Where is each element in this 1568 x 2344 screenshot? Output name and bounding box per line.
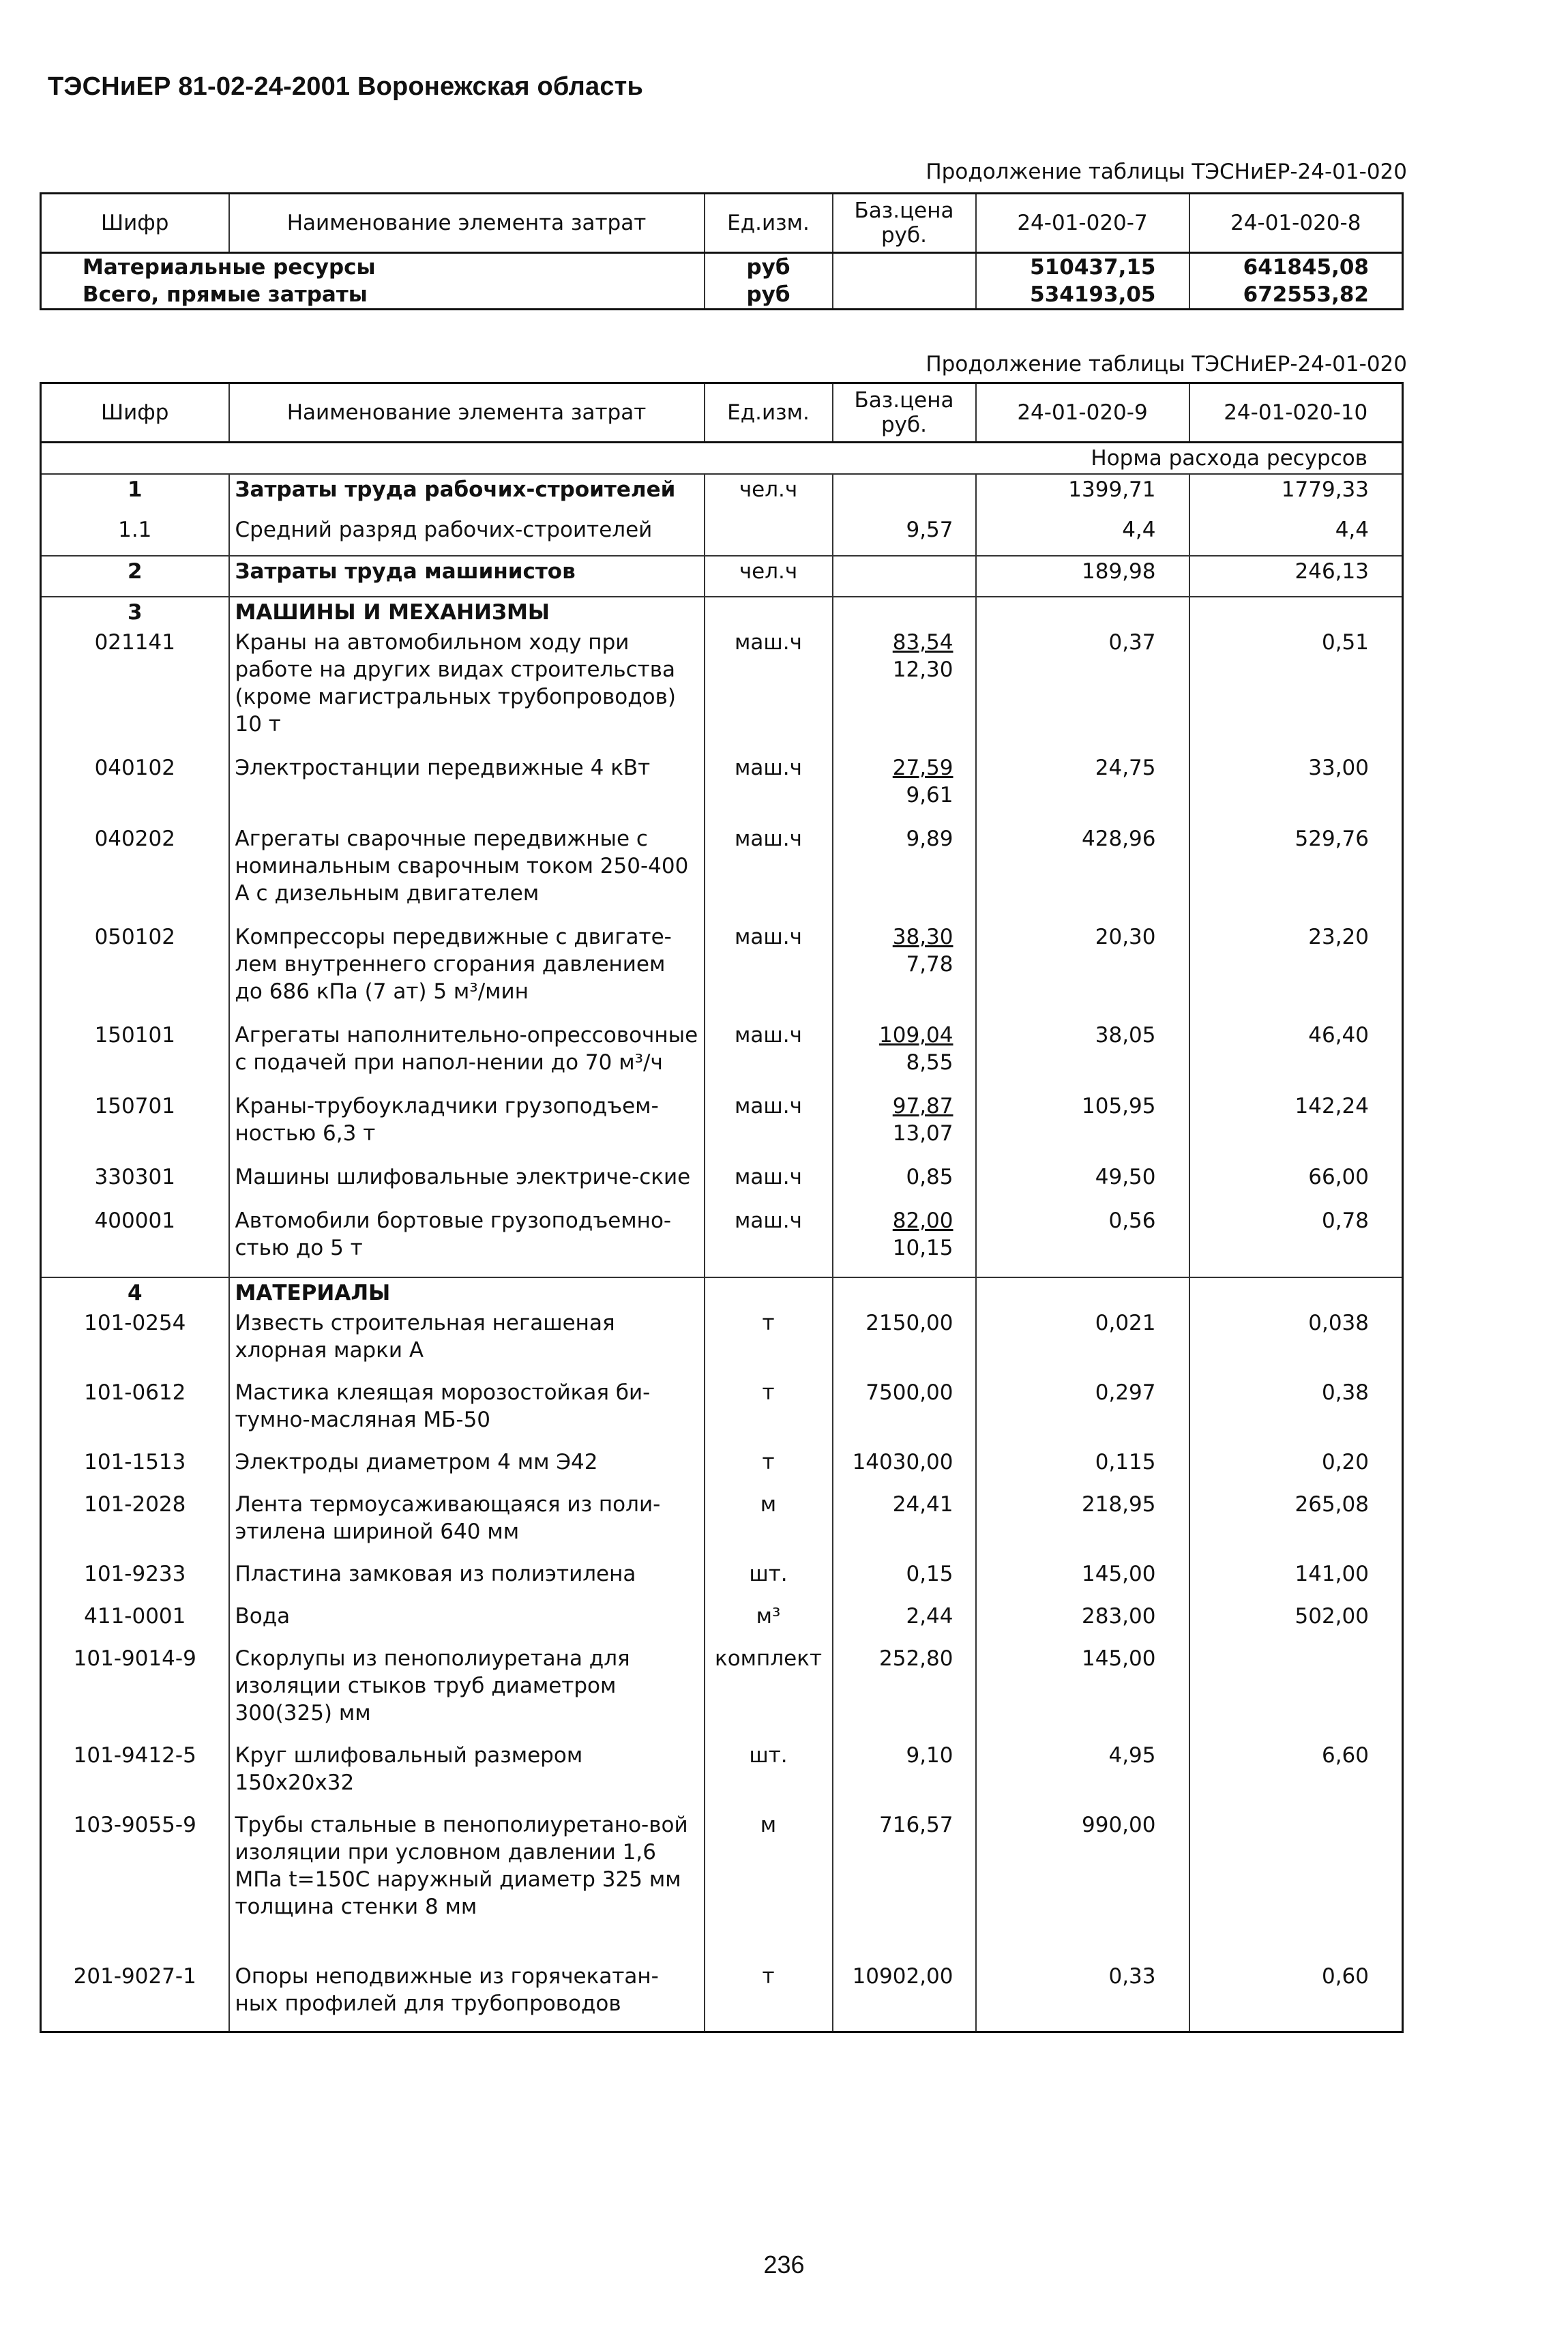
machines-section	[41, 597, 1403, 1277]
resource-unit: маш.ч	[705, 753, 833, 824]
empty-cell	[705, 597, 833, 627]
norm-value-2: 46,40	[1189, 1020, 1403, 1091]
resource-name: Компрессоры передвижные с двигате-лем внутреннего сгорания давлением до 686 кПа (7 ат) 5 м³/мин	[229, 922, 705, 1020]
labor-row	[41, 556, 1403, 597]
resource-code: 330301	[41, 1162, 229, 1206]
norm-value-1: 4,95	[976, 1740, 1189, 1810]
norm-value-2: 246,13	[1189, 556, 1403, 597]
labor-row	[41, 474, 1403, 515]
document-title: ТЭСНиЕР 81-02-24-2001 Воронежская область	[48, 72, 644, 101]
resource-price	[833, 627, 976, 753]
resource-unit: чел.ч	[705, 474, 833, 515]
resource-price: 7500,00	[833, 1378, 976, 1447]
header-col-1: 24-01-020-7	[976, 194, 1189, 253]
resource-code: 103-9055-9	[41, 1810, 229, 1961]
material-row	[41, 1740, 1403, 1810]
norm-value-1: 0,297	[976, 1378, 1189, 1447]
norma-row	[41, 443, 1403, 475]
header-col-1: 24-01-020-9	[976, 383, 1189, 443]
norm-value-1: 145,00	[976, 1559, 1189, 1601]
resource-price: 0,15	[833, 1559, 976, 1601]
empty-cell	[833, 597, 976, 627]
resource-name: Вода	[229, 1601, 705, 1644]
norm-value-2: 23,20	[1189, 922, 1403, 1020]
continuation-label-1: Продолжение таблицы ТЭСНиЕР-24-01-020	[926, 160, 1407, 184]
norm-value-1: 49,50	[976, 1162, 1189, 1206]
norm-value-2: 0,20	[1189, 1447, 1403, 1489]
total-price	[833, 281, 976, 310]
resource-price: 2150,00	[833, 1308, 976, 1378]
norm-value-1: 145,00	[976, 1644, 1189, 1740]
material-row	[41, 1601, 1403, 1644]
labor-row	[41, 515, 1403, 556]
resource-unit: т	[705, 1308, 833, 1378]
header-code: Шифр	[41, 383, 229, 443]
resource-name: Краны на автомобильном ходу при работе на других видах строительства (кроме магистральных трубопроводов) 10 т	[229, 627, 705, 753]
norm-value-1: 189,98	[976, 556, 1189, 597]
price-value-underlined: 109,04	[879, 1023, 953, 1048]
header-name: Наименование элемента затрат	[229, 194, 705, 253]
norm-value-1: 0,115	[976, 1447, 1189, 1489]
resource-price-2: 8,55	[906, 1050, 953, 1075]
norm-value-2: 142,24	[1189, 1091, 1403, 1162]
resource-code: 101-9233	[41, 1559, 229, 1601]
norm-value-2: 0,78	[1189, 1206, 1403, 1277]
norm-value-1: 0,33	[976, 1961, 1189, 2032]
total-row	[41, 281, 1403, 310]
machines-section-header	[41, 597, 1403, 627]
norm-value-1: 283,00	[976, 1601, 1189, 1644]
resource-norms-table	[40, 382, 1404, 2033]
total-value-2: 672553,82	[1189, 281, 1403, 310]
header-unit: Ед.изм.	[705, 383, 833, 443]
norm-value-1: 24,75	[976, 753, 1189, 824]
resource-name: Электростанции передвижные 4 кВт	[229, 753, 705, 824]
resource-code: 201-9027-1	[41, 1961, 229, 2032]
resource-name: Известь строительная негашеная хлорная марки А	[229, 1308, 705, 1378]
material-row	[41, 1378, 1403, 1447]
resource-name: Агрегаты сварочные передвижные с номинальным сварочным током 250-400 А с дизельным двигателем	[229, 824, 705, 922]
header-col-2: 24-01-020-8	[1189, 194, 1403, 253]
resource-price	[833, 922, 976, 1020]
resource-unit: м³	[705, 1601, 833, 1644]
resource-price	[833, 1020, 976, 1091]
norma-label: Норма расхода ресурсов	[41, 443, 1403, 475]
total-value-1: 534193,05	[976, 281, 1189, 310]
norm-value-1: 38,05	[976, 1020, 1189, 1091]
price-value-underlined: 83,54	[892, 630, 953, 655]
material-row	[41, 1489, 1403, 1559]
resource-price	[833, 474, 976, 515]
resource-code: 1.1	[41, 515, 229, 556]
norm-value-2: 141,00	[1189, 1559, 1403, 1601]
total-label: Всего, прямые затраты	[41, 281, 705, 310]
resource-price-2: 7,78	[906, 952, 953, 977]
material-row	[41, 1644, 1403, 1740]
resource-code: 050102	[41, 922, 229, 1020]
resource-price: 252,80	[833, 1644, 976, 1740]
resource-price: 14030,00	[833, 1447, 976, 1489]
price-value-underlined: 82,00	[892, 1208, 953, 1233]
machine-row	[41, 824, 1403, 922]
machine-row	[41, 1091, 1403, 1162]
resource-unit: т	[705, 1447, 833, 1489]
materials-section-header	[41, 1277, 1403, 1308]
section-code: 4	[41, 1277, 229, 1308]
norm-value-1: 4,4	[976, 515, 1189, 556]
resource-name: Средний разряд рабочих-строителей	[229, 515, 705, 556]
material-row	[41, 1308, 1403, 1378]
total-label: Материальные ресурсы	[41, 253, 705, 282]
norm-value-2: 0,038	[1189, 1308, 1403, 1378]
resource-price: 9,10	[833, 1740, 976, 1810]
resource-name: Опоры неподвижные из горячекатан-ных профилей для трубопроводов	[229, 1961, 705, 2032]
resource-price-2: 10,15	[892, 1236, 953, 1260]
resource-code: 411-0001	[41, 1601, 229, 1644]
resource-price: 0,85	[833, 1162, 976, 1206]
labor-section	[41, 474, 1403, 597]
resource-unit: т	[705, 1378, 833, 1447]
price-value-underlined: 97,87	[892, 1094, 953, 1118]
header-col-2: 24-01-020-10	[1189, 383, 1403, 443]
resource-price	[833, 753, 976, 824]
resource-unit: шт.	[705, 1559, 833, 1601]
resource-price	[833, 1091, 976, 1162]
resource-price: 9,89	[833, 824, 976, 922]
total-price	[833, 253, 976, 282]
resource-code: 150701	[41, 1091, 229, 1162]
continuation-label-2: Продолжение таблицы ТЭСНиЕР-24-01-020	[926, 352, 1407, 376]
resource-unit: маш.ч	[705, 824, 833, 922]
resource-code: 150101	[41, 1020, 229, 1091]
material-row	[41, 1961, 1403, 2032]
resource-price-2: 13,07	[892, 1121, 953, 1146]
total-unit: руб	[705, 281, 833, 310]
resource-name: Мастика клеящая морозостойкая би-тумно-масляная МБ-50	[229, 1378, 705, 1447]
material-row	[41, 1559, 1403, 1601]
resource-unit: шт.	[705, 1740, 833, 1810]
section-title: МАТЕРИАЛЫ	[229, 1277, 705, 1308]
resource-code: 101-1513	[41, 1447, 229, 1489]
resource-unit: маш.ч	[705, 1206, 833, 1277]
norm-value-2: 0,60	[1189, 1961, 1403, 2032]
resource-price	[833, 1206, 976, 1277]
material-row	[41, 1447, 1403, 1489]
total-row	[41, 253, 1403, 282]
header-price: Баз.цена руб.	[833, 194, 976, 253]
resource-price: 9,57	[833, 515, 976, 556]
resource-name: Автомобили бортовые грузоподъемно-стью до 5 т	[229, 1206, 705, 1277]
resource-price	[833, 556, 976, 597]
resource-price: 2,44	[833, 1601, 976, 1644]
norm-value-2: 33,00	[1189, 753, 1403, 824]
norm-value-1: 105,95	[976, 1091, 1189, 1162]
resource-code: 101-0254	[41, 1308, 229, 1378]
resource-price: 10902,00	[833, 1961, 976, 2032]
empty-cell	[1189, 1277, 1403, 1308]
price-value-underlined: 27,59	[892, 756, 953, 780]
resource-name: Круг шлифовальный размером 150x20x32	[229, 1740, 705, 1810]
norm-value-1: 990,00	[976, 1810, 1189, 1961]
norm-value-2: 1779,33	[1189, 474, 1403, 515]
norm-value-2: 529,76	[1189, 824, 1403, 922]
section-code: 3	[41, 597, 229, 627]
resource-code: 101-9014-9	[41, 1644, 229, 1740]
resource-unit: маш.ч	[705, 1020, 833, 1091]
resource-name: Затраты труда машинистов	[229, 556, 705, 597]
materials-section	[41, 1277, 1403, 2032]
table-header-row	[41, 383, 1403, 443]
resource-code: 101-2028	[41, 1489, 229, 1559]
empty-cell	[976, 1277, 1189, 1308]
resource-code: 101-9412-5	[41, 1740, 229, 1810]
norm-value-1: 0,56	[976, 1206, 1189, 1277]
resource-name: Пластина замковая из полиэтилена	[229, 1559, 705, 1601]
machine-row	[41, 1020, 1403, 1091]
resource-name: Электроды диаметром 4 мм Э42	[229, 1447, 705, 1489]
machine-row	[41, 1162, 1403, 1206]
header-unit: Ед.изм.	[705, 194, 833, 253]
norm-value-2: 0,38	[1189, 1378, 1403, 1447]
machine-row	[41, 627, 1403, 753]
resource-unit: маш.ч	[705, 627, 833, 753]
total-value-1: 510437,15	[976, 253, 1189, 282]
resource-unit: маш.ч	[705, 922, 833, 1020]
resource-name: Лента термоусаживающаяся из поли-этилена шириной 640 мм	[229, 1489, 705, 1559]
resource-name: Агрегаты наполнительно-опрессовочные с подачей при напол-нении до 70 м³/ч	[229, 1020, 705, 1091]
resource-name: Скорлупы из пенополиуретана для изоляции стыков труб диаметром 300(325) мм	[229, 1644, 705, 1740]
norm-value-1: 0,37	[976, 627, 1189, 753]
norm-value-2: 66,00	[1189, 1162, 1403, 1206]
norm-value-1: 428,96	[976, 824, 1189, 922]
norm-value-2: 0,51	[1189, 627, 1403, 753]
cost-summary-table	[40, 192, 1404, 310]
resource-name: Машины шлифовальные электриче-ские	[229, 1162, 705, 1206]
resource-code: 1	[41, 474, 229, 515]
norm-value-1: 0,021	[976, 1308, 1189, 1378]
machine-row	[41, 1206, 1403, 1277]
section-title: МАШИНЫ И МЕХАНИЗМЫ	[229, 597, 705, 627]
norm-value-2: 4,4	[1189, 515, 1403, 556]
resource-unit: м	[705, 1489, 833, 1559]
resource-unit: т	[705, 1961, 833, 2032]
header-price: Баз.цена руб.	[833, 383, 976, 443]
resource-name: Трубы стальные в пенополиуретано-вой изоляции при условном давлении 1,6 МПа t=150С наружный диаметр 325 мм толщина стенки 8 мм	[229, 1810, 705, 1961]
resource-name: Затраты труда рабочих-строителей	[229, 474, 705, 515]
resource-code: 400001	[41, 1206, 229, 1277]
resource-code: 101-0612	[41, 1378, 229, 1447]
resource-code: 021141	[41, 627, 229, 753]
resource-price: 24,41	[833, 1489, 976, 1559]
resource-price: 716,57	[833, 1810, 976, 1961]
resource-code: 040102	[41, 753, 229, 824]
resource-unit: м	[705, 1810, 833, 1961]
resource-unit: комплект	[705, 1644, 833, 1740]
empty-cell	[1189, 597, 1403, 627]
empty-cell	[833, 1277, 976, 1308]
resource-name: Краны-трубоукладчики грузоподъем-ностью 6,3 т	[229, 1091, 705, 1162]
empty-cell	[705, 1277, 833, 1308]
norm-value-1: 20,30	[976, 922, 1189, 1020]
norm-value-1: 1399,71	[976, 474, 1189, 515]
empty-cell	[976, 597, 1189, 627]
page-number: 236	[763, 2251, 805, 2279]
table-header-row	[41, 194, 1403, 253]
resource-unit	[705, 515, 833, 556]
resource-code: 040202	[41, 824, 229, 922]
resource-unit: маш.ч	[705, 1091, 833, 1162]
header-code: Шифр	[41, 194, 229, 253]
norm-value-2: 6,60	[1189, 1740, 1403, 1810]
total-value-2: 641845,08	[1189, 253, 1403, 282]
resource-price-2: 9,61	[906, 783, 953, 807]
material-row	[41, 1810, 1403, 1961]
norm-value-2	[1189, 1644, 1403, 1740]
norm-value-2: 502,00	[1189, 1601, 1403, 1644]
total-unit: руб	[705, 253, 833, 282]
resource-code: 2	[41, 556, 229, 597]
norm-value-2: 265,08	[1189, 1489, 1403, 1559]
price-value-underlined: 38,30	[892, 925, 953, 949]
resource-unit: маш.ч	[705, 1162, 833, 1206]
machine-row	[41, 922, 1403, 1020]
resource-unit: чел.ч	[705, 556, 833, 597]
header-name: Наименование элемента затрат	[229, 383, 705, 443]
norm-value-1: 218,95	[976, 1489, 1189, 1559]
norm-value-2	[1189, 1810, 1403, 1961]
machine-row	[41, 753, 1403, 824]
resource-price-2: 12,30	[892, 657, 953, 682]
